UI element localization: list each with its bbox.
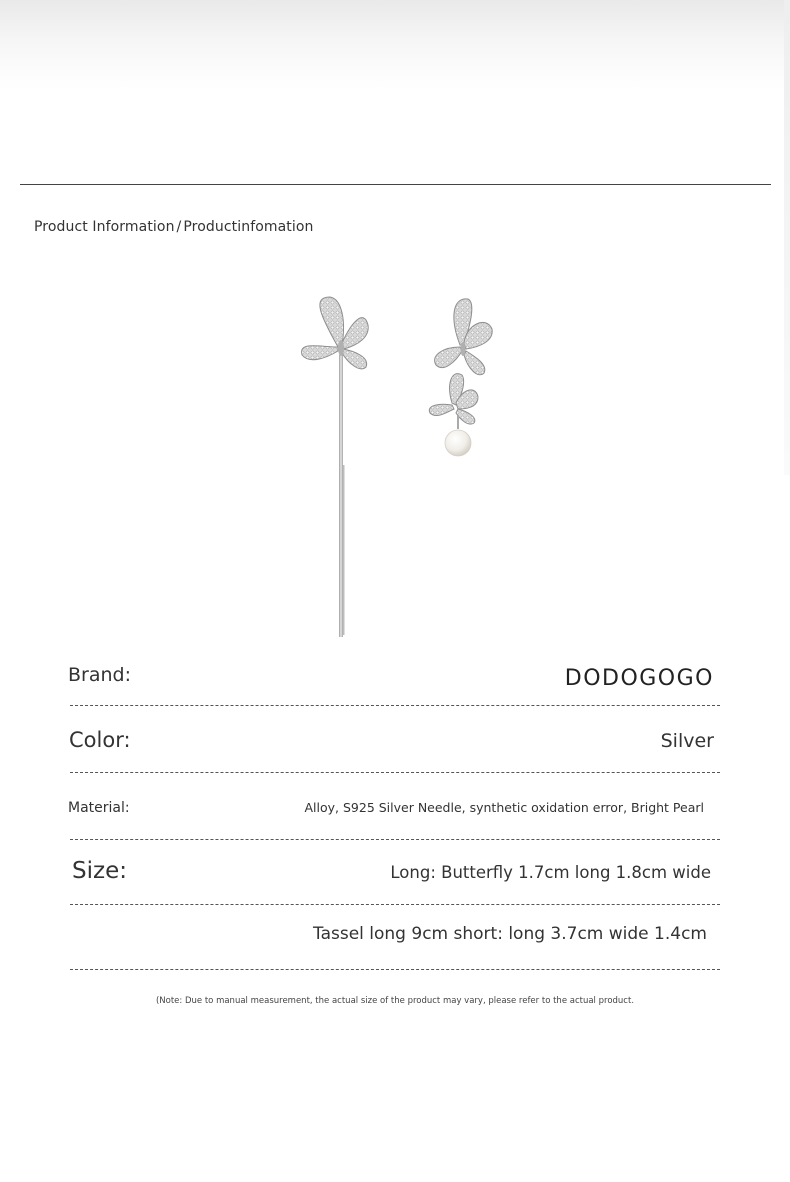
- right-earring: [429, 299, 492, 456]
- row-divider: [70, 705, 720, 706]
- size-value-line2: Tassel long 9cm short: long 3.7cm wide 1.4cm: [313, 924, 707, 944]
- color-label: Color:: [69, 728, 131, 752]
- header-banner-fade: [0, 0, 790, 90]
- right-edge-shade: [784, 0, 790, 475]
- section-title-en: Product Information: [34, 219, 175, 235]
- section-title-alt: Productinfomation: [183, 219, 314, 235]
- spec-row-size-detail: [70, 918, 720, 970]
- spec-row-material: [70, 796, 720, 840]
- spec-row-brand: [70, 655, 720, 707]
- material-value: Alloy, S925 Silver Needle, synthetic oxidation error, Bright Pearl: [304, 800, 704, 815]
- measurement-note: (Note: Due to manual measurement, the actual size of the product may vary, please refer to the actual product.: [155, 996, 635, 1006]
- left-earring: [302, 297, 369, 637]
- color-value: Silver: [660, 730, 714, 752]
- section-title: [34, 219, 314, 235]
- section-title-separator: /: [176, 219, 182, 235]
- butterfly-earrings-icon: [280, 285, 520, 645]
- section-divider: [20, 184, 771, 185]
- brand-value: DODOGOGO: [564, 666, 714, 691]
- size-value-line1: Long: Butterfly 1.7cm long 1.8cm wide: [390, 863, 711, 882]
- size-label: Size:: [72, 858, 127, 884]
- row-divider: [70, 904, 720, 905]
- brand-label: Brand:: [68, 664, 131, 686]
- row-divider: [70, 969, 720, 970]
- row-divider: [70, 839, 720, 840]
- spec-row-size: [70, 855, 720, 905]
- material-label: Material:: [68, 800, 130, 816]
- row-divider: [70, 772, 720, 773]
- spec-row-color: [70, 722, 720, 774]
